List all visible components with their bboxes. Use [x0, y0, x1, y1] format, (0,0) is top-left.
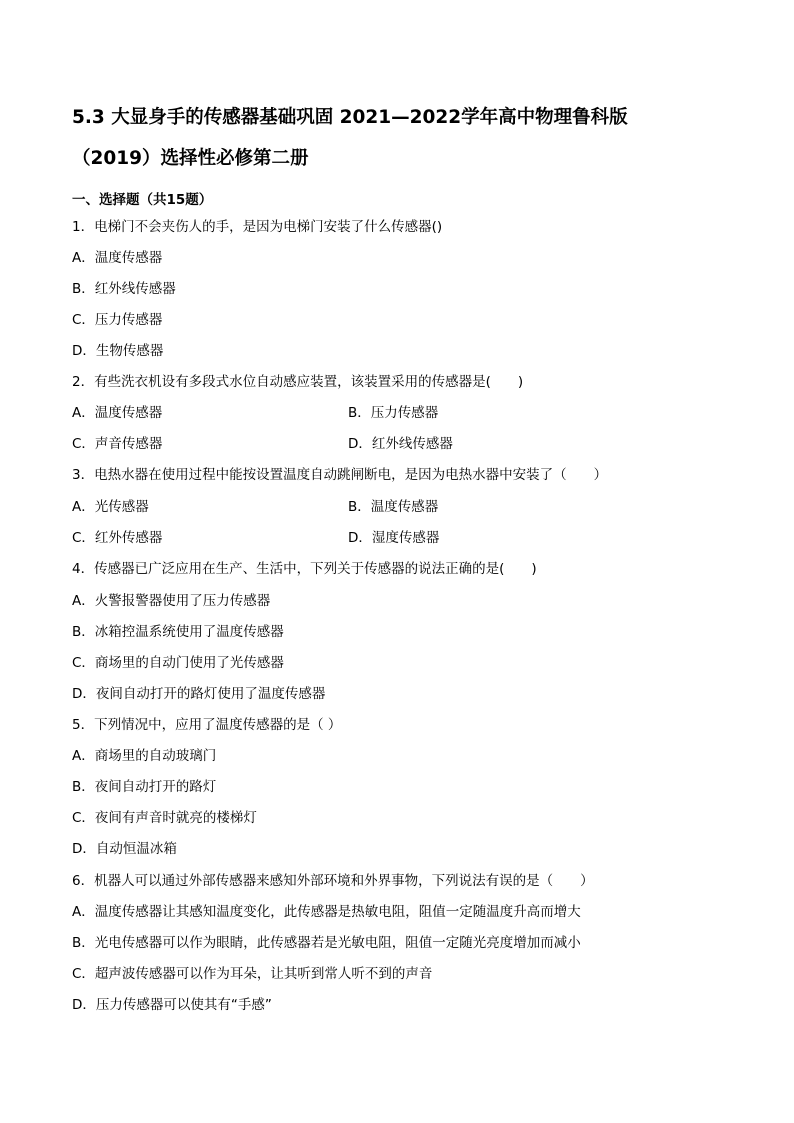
question-5-stem: 5．下列情况中，应用了温度传感器的是（ ） — [72, 717, 342, 733]
question-5-option-d: D．自动恒温冰箱 — [72, 841, 177, 857]
question-3-option-a: A．光传感器 — [72, 499, 149, 515]
question-5-option-b: B．夜间自动打开的路灯 — [72, 779, 217, 795]
question-2-option-b: B．压力传感器 — [348, 405, 439, 421]
question-6-option-b: B．光电传感器可以作为眼睛，此传感器若是光敏电阻，阻值一定随光亮度增加而减小 — [72, 935, 581, 951]
question-3-option-b: B．温度传感器 — [348, 499, 439, 515]
question-3-stem: 3．电热水器在使用过程中能按设置温度自动跳闸断电，是因为电热水器中安装了（ ） — [72, 467, 608, 483]
question-4-option-c: C．商场里的自动门使用了光传感器 — [72, 655, 284, 671]
question-6-option-c: C．超声波传感器可以作为耳朵，让其听到常人听不到的声音 — [72, 966, 433, 982]
document-title-line-1: 5.3 大显身手的传感器基础巩固 2021—2022学年高中物理鲁科版 — [72, 107, 628, 128]
question-2-option-a: A．温度传感器 — [72, 405, 163, 421]
question-3-option-d: D．湿度传感器 — [348, 530, 440, 546]
question-1-option-b: B．红外线传感器 — [72, 281, 176, 297]
question-4-stem: 4．传感器已广泛应用在生产、生活中，下列关于传感器的说法正确的是( ) — [72, 561, 537, 577]
section-heading: 一、选择题（共15题） — [72, 192, 213, 208]
question-6-option-d: D．压力传感器可以使其有“手感” — [72, 997, 272, 1013]
question-6-option-a: A．温度传感器让其感知温度变化，此传感器是热敏电阻，阻值一定随温度升高而增大 — [72, 904, 581, 920]
question-1-option-c: C．压力传感器 — [72, 312, 163, 328]
question-2-stem: 2．有些洗衣机设有多段式水位自动感应装置，该装置采用的传感器是( ) — [72, 374, 524, 390]
question-6-stem: 6．机器人可以通过外部传感器来感知外部环境和外界事物，下列说法有误的是（ ） — [72, 873, 594, 889]
question-1-option-a: A．温度传感器 — [72, 250, 163, 266]
question-2-option-d: D．红外线传感器 — [348, 436, 453, 452]
question-4-option-d: D．夜间自动打开的路灯使用了温度传感器 — [72, 686, 326, 702]
question-2-option-c: C．声音传感器 — [72, 436, 163, 452]
question-5-option-c: C．夜间有声音时就亮的楼梯灯 — [72, 810, 257, 826]
question-4-option-a: A．火警报警器使用了压力传感器 — [72, 593, 271, 609]
question-1-option-d: D．生物传感器 — [72, 343, 164, 359]
question-1-stem: 1．电梯门不会夹伤人的手，是因为电梯门安装了什么传感器() — [72, 219, 443, 235]
document-title-line-2: （2019）选择性必修第二册 — [72, 148, 309, 169]
question-3-option-c: C．红外传感器 — [72, 530, 163, 546]
question-4-option-b: B．冰箱控温系统使用了温度传感器 — [72, 624, 284, 640]
question-5-option-a: A．商场里的自动玻璃门 — [72, 748, 217, 764]
